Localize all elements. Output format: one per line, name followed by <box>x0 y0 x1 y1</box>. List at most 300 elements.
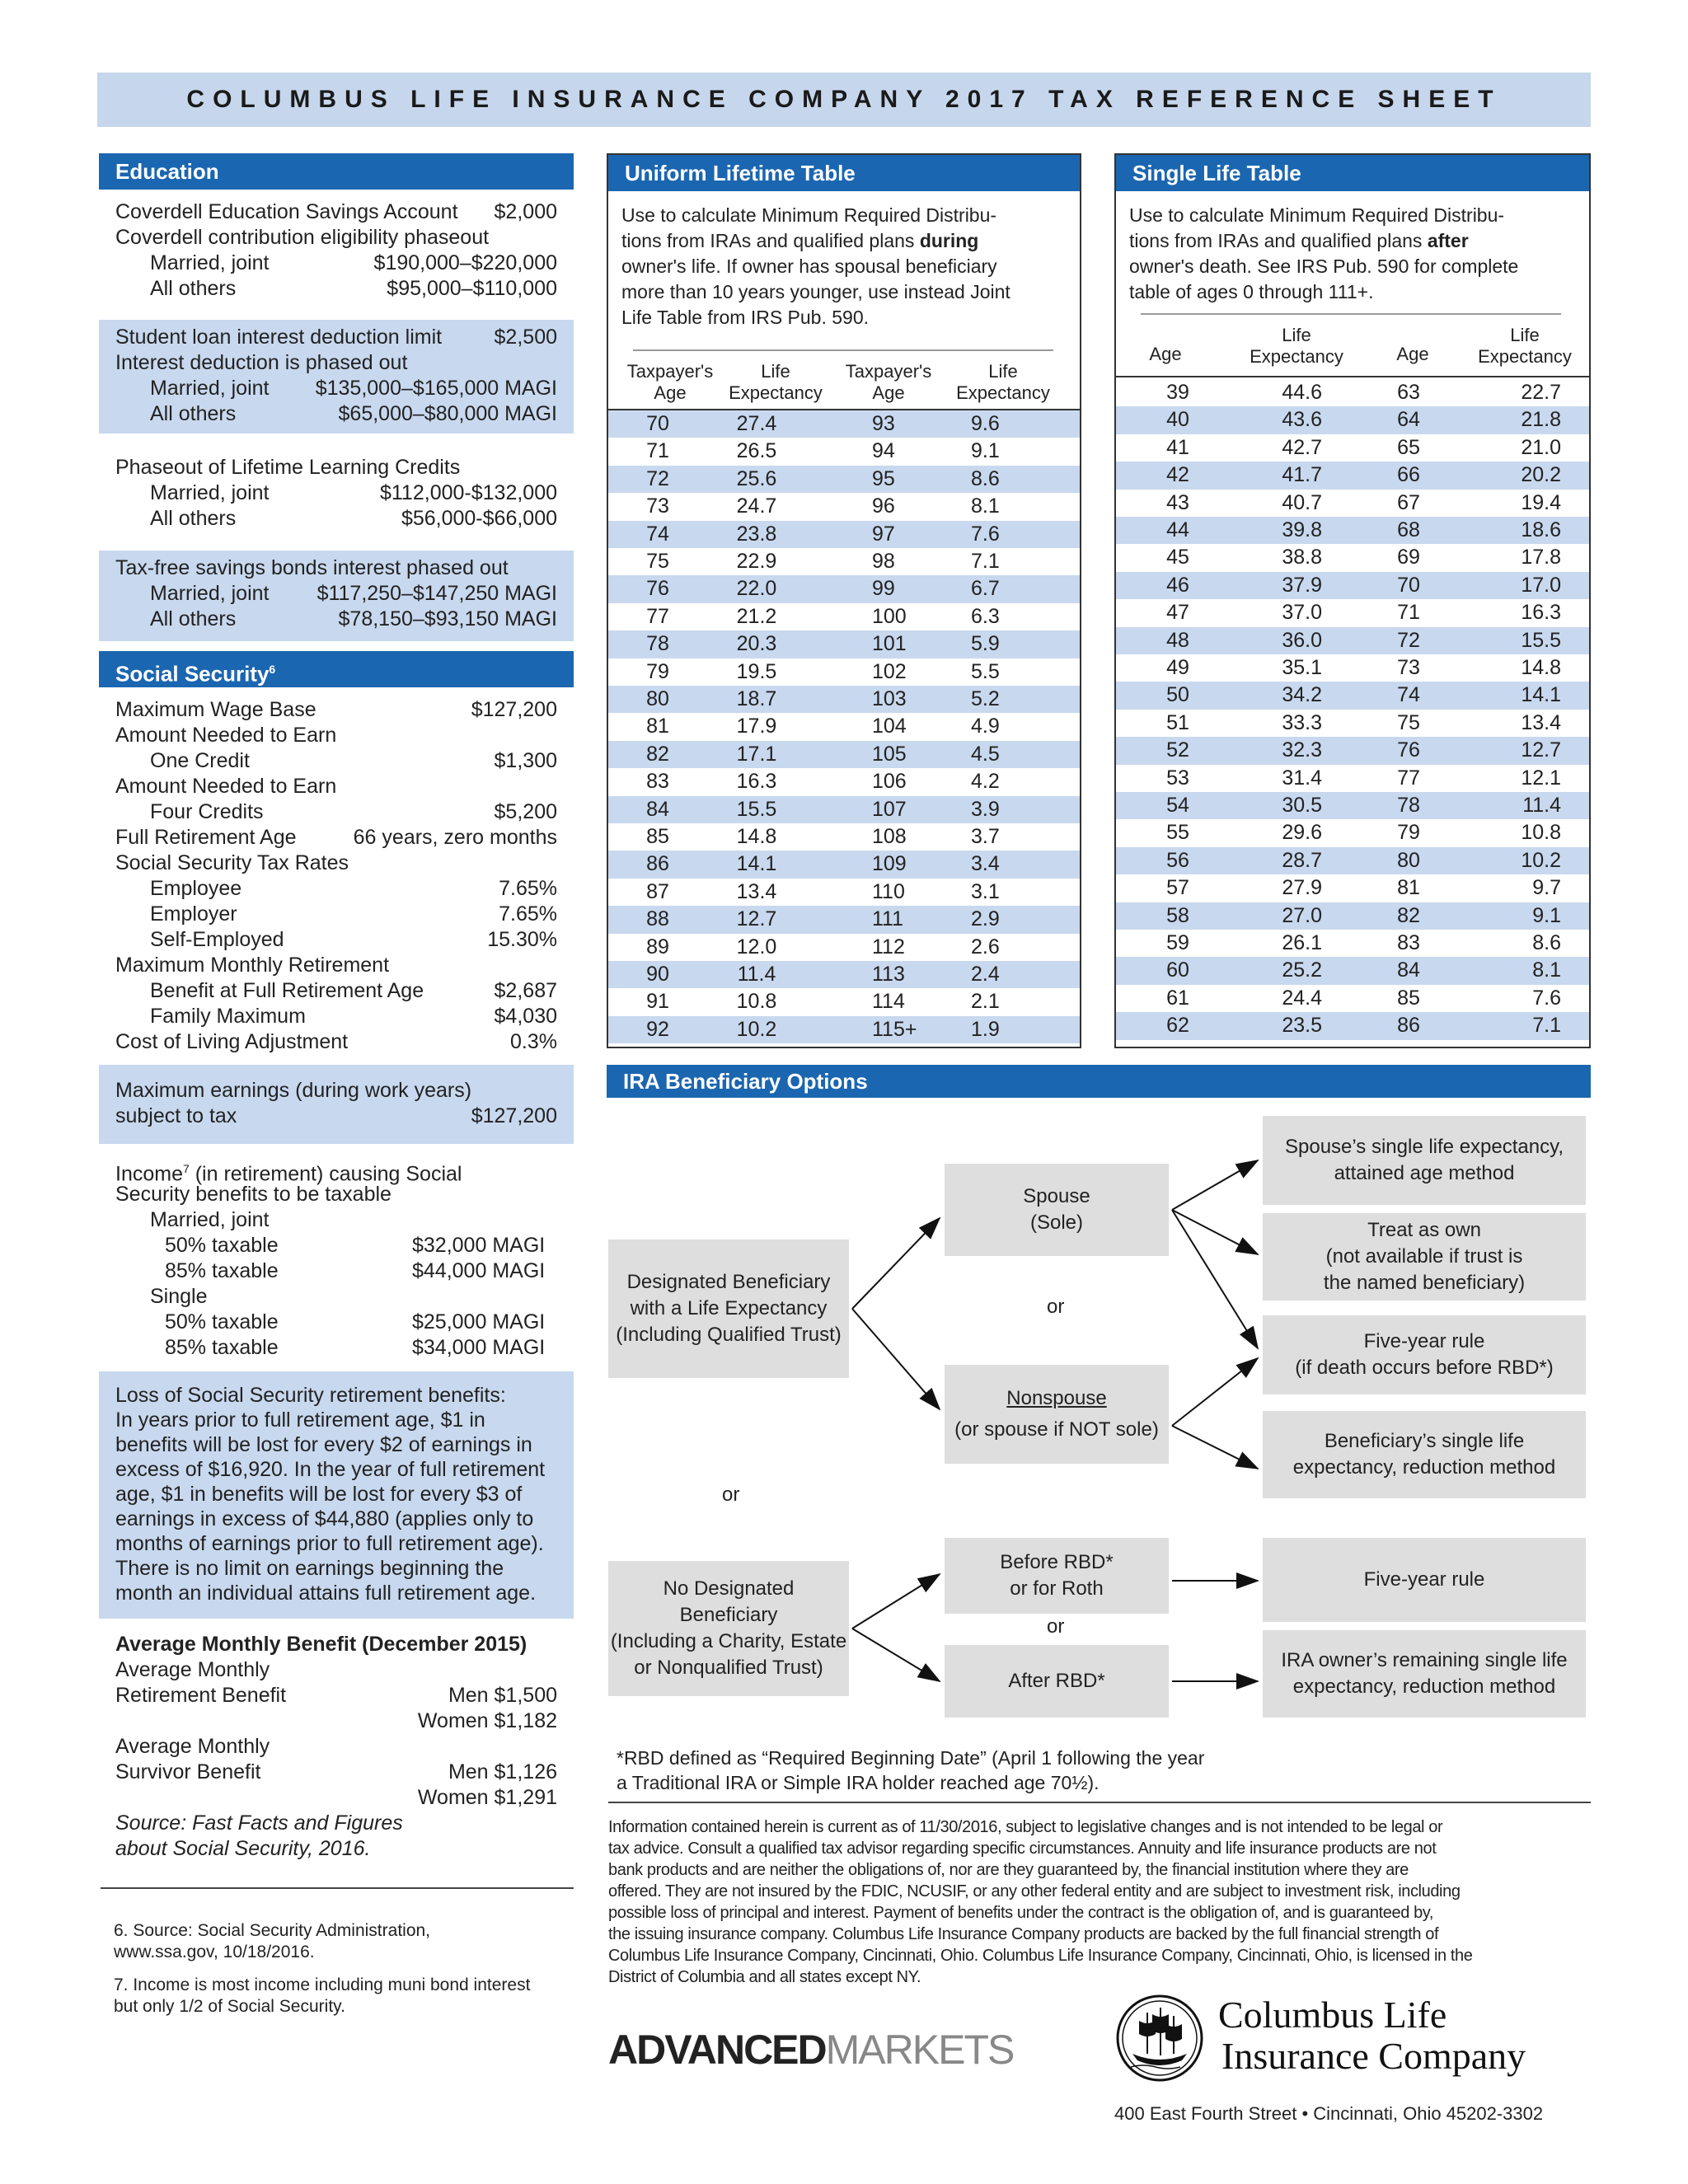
single-cell: 12.7 <box>1521 738 1561 762</box>
uniform-intro-emphasis: during <box>919 230 979 251</box>
uniform-intro-line: Life Table from IRS Pub. 590. <box>621 307 870 328</box>
uniform-cell: 7.1 <box>971 550 1000 573</box>
single-intro-emphasis: after <box>1427 230 1469 251</box>
single-cell: 41 <box>1166 435 1189 459</box>
uniform-cell: 8.6 <box>971 466 1000 490</box>
savings-bonds-title: Tax-free savings bonds interest phased out <box>115 556 509 579</box>
avg-survivor-line1: Average Monthly <box>115 1735 270 1758</box>
single-cell: 69 <box>1397 546 1420 569</box>
single-cell: 26.1 <box>1282 931 1322 954</box>
single-cell: 7.1 <box>1532 1014 1561 1038</box>
company-name-line2: Insurance Company <box>1221 2035 1526 2077</box>
uniform-cell: 92 <box>646 1017 669 1041</box>
single-cell: 30.5 <box>1282 794 1322 817</box>
ss-row-label: Full Retirement Age <box>115 826 297 849</box>
uniform-cell: 108 <box>872 825 907 848</box>
lifetime-learning-others-label: All others <box>150 507 237 530</box>
uniform-intro-line: more than 10 years younger, use instead Joint <box>621 281 1010 302</box>
single-cell: 17.8 <box>1521 546 1561 569</box>
opt2-line2: (not available if trust is <box>1325 1245 1523 1268</box>
savings-bonds-married-label: Married, joint <box>150 582 270 605</box>
coverdell-limit-label: Coverdell Education Savings Account <box>115 200 458 223</box>
uniform-cell: 9.1 <box>971 439 1000 463</box>
uniform-cell: 115+ <box>872 1017 917 1041</box>
uniform-cell: 100 <box>872 604 907 628</box>
single-cell: 81 <box>1397 876 1420 900</box>
single-cell: 50 <box>1166 683 1189 707</box>
uniform-cell: 112 <box>872 935 905 958</box>
coverdell-limit-value: $2,000 <box>494 200 557 223</box>
uniform-cell: 19.5 <box>736 659 777 683</box>
single-cell: 80 <box>1397 848 1420 872</box>
uniform-cell: 20.3 <box>736 632 777 656</box>
student-loan-phaseout: Interest deduction is phased out <box>115 351 408 374</box>
opt2-line1: Treat as own <box>1367 1219 1481 1241</box>
single-cell: 9.7 <box>1532 876 1561 900</box>
single-cell: 43 <box>1166 490 1189 514</box>
uniform-cell: 70 <box>646 412 669 435</box>
avg-survivor-label: Survivor Benefit <box>115 1760 261 1783</box>
uniform-cell: 17.9 <box>736 715 777 738</box>
avg-survivor-women: Women $1,291 <box>417 1786 557 1809</box>
uniform-cell: 87 <box>646 879 669 903</box>
ss-row-label: Amount Needed to Earn <box>115 775 337 798</box>
single-cell: 32.3 <box>1282 738 1322 762</box>
company-address: 400 East Fourth Street • Cincinnati, Ohio 45202-3302 <box>1114 2103 1544 2124</box>
uniform-cell: 97 <box>872 522 895 546</box>
avg-survivor-men: Men $1,126 <box>448 1760 557 1783</box>
ss-row-value: 7.65% <box>499 877 557 900</box>
student-loan-limit-value: $2,500 <box>494 326 557 349</box>
ss-row-label: Employer <box>150 902 237 926</box>
uniform-cell: 6.3 <box>971 604 1000 628</box>
page-title: COLUMBUS LIFE INSURANCE COMPANY 2017 TAX REFERENCE SHEET <box>97 73 1591 127</box>
uniform-cell: 78 <box>646 632 669 656</box>
coverdell-others-label: All others <box>150 277 237 300</box>
savings-bonds-others-value: $78,150–$93,150 MAGI <box>338 607 557 630</box>
single-cell: 48 <box>1166 628 1189 652</box>
ss-row-label: One Credit <box>150 749 250 772</box>
uniform-cell: 90 <box>646 963 669 986</box>
uniform-cell: 104 <box>872 715 907 738</box>
designated-line1: Designated Beneficiary <box>626 1271 831 1293</box>
income-single: Single <box>150 1285 208 1308</box>
spouse-line1: Spouse <box>1023 1185 1090 1207</box>
nodesig-line3: (Including a Charity, Estate <box>610 1630 847 1652</box>
ss-row-label: Amount Needed to Earn <box>115 724 337 747</box>
single-cell: 67 <box>1397 490 1420 514</box>
single-col1-header: Age <box>1149 344 1182 364</box>
uniform-cell: 2.6 <box>971 935 1000 958</box>
company-name-line1: Columbus Life <box>1218 1994 1447 2036</box>
disclaimer-divider <box>608 1802 1591 1803</box>
uniform-cell: 2.4 <box>971 963 1000 986</box>
single-cell: 39.8 <box>1282 518 1322 541</box>
single-cell: 9.1 <box>1532 903 1561 927</box>
uniform-cell: 15.5 <box>736 797 777 821</box>
single-cell: 84 <box>1397 958 1420 982</box>
uniform-col1-line2: Age <box>654 382 687 403</box>
uniform-cell: 11.4 <box>737 963 776 986</box>
disclaimer-line: offered. They are not insured by the FDIC, NCUSIF, or any other federal entity and are subject to investment risk, including <box>608 1882 1461 1900</box>
income-single-85-label: 85% taxable <box>165 1336 279 1359</box>
uniform-cell: 98 <box>872 550 895 573</box>
uniform-cell: 3.1 <box>971 879 1000 903</box>
single-col4-line1: Life <box>1510 325 1540 345</box>
single-cell: 37.0 <box>1282 601 1322 625</box>
uniform-cell: 4.2 <box>971 770 1000 794</box>
before-line1: Before RBD* <box>1000 1551 1114 1573</box>
uniform-cell: 73 <box>646 494 669 518</box>
student-loan-others-value: $65,000–$80,000 MAGI <box>338 402 557 425</box>
savings-bonds-others-label: All others <box>150 607 237 630</box>
footnote-6-line2: www.ssa.gov, 10/18/2016. <box>114 1943 315 1961</box>
ss-row-label: Social Security Tax Rates <box>115 851 349 874</box>
uniform-cell: 5.5 <box>971 659 1000 683</box>
single-intro-line: owner's death. See IRS Pub. 590 for complete <box>1129 255 1519 277</box>
single-cell: 42 <box>1166 463 1189 487</box>
uniform-cell: 91 <box>646 990 669 1014</box>
uniform-cell: 22.0 <box>736 577 777 601</box>
single-cell: 37.9 <box>1282 573 1322 597</box>
uniform-cell: 83 <box>646 770 669 794</box>
opt2-line3: the named beneficiary) <box>1323 1272 1526 1294</box>
disclaimer-line: District of Columbia and all states except NY. <box>608 1968 921 1986</box>
single-col4-line2: Expectancy <box>1478 346 1572 367</box>
disclaimer-line: bank products and are neither the obligations of, nor are they guaranteed by, the financial institution where they are <box>608 1861 1409 1879</box>
before-line2: or for Roth <box>1010 1577 1104 1600</box>
ss-row-value: 66 years, zero months <box>353 826 557 849</box>
single-cell: 85 <box>1397 986 1420 1010</box>
uniform-cell: 106 <box>872 770 907 794</box>
avg-retirement-women: Women $1,182 <box>417 1709 557 1732</box>
disclaimer-line: tax advice. Consult a qualified tax advisor regarding specific circumstances. Annuity and life insurance products are not <box>608 1840 1437 1858</box>
single-intro-line: table of ages 0 through 111+. <box>1129 281 1374 302</box>
avg-retirement-label: Retirement Benefit <box>115 1684 287 1707</box>
uniform-cell: 7.6 <box>971 522 1000 546</box>
ira-options-header: IRA Beneficiary Options <box>607 1065 1591 1098</box>
single-cell: 14.8 <box>1521 656 1561 679</box>
uniform-cell: 6.7 <box>971 577 1000 601</box>
uniform-cell: 27.4 <box>736 412 777 435</box>
single-cell: 44 <box>1166 518 1189 541</box>
income-single-85-value: $34,000 MAGI <box>412 1336 546 1359</box>
designated-line2: with a Life Expectancy <box>630 1297 828 1319</box>
uniform-cell: 2.1 <box>971 990 1000 1014</box>
arrow-designated-nonspouse <box>852 1309 940 1409</box>
single-cell: 82 <box>1397 903 1420 927</box>
loss-line: Loss of Social Security retirement benefits: <box>115 1384 506 1407</box>
arrow-nonspouse-opt3 <box>1172 1358 1258 1426</box>
single-cell: 40.7 <box>1282 490 1322 514</box>
uniform-cell: 107 <box>872 797 907 821</box>
average-benefit-header: Average Monthly Benefit (December 2015) <box>115 1633 528 1656</box>
uniform-cell: 114 <box>872 990 905 1014</box>
single-cell: 83 <box>1397 931 1420 954</box>
uniform-cell: 14.8 <box>736 825 777 848</box>
income-married-50-value: $32,000 MAGI <box>412 1234 546 1257</box>
lifetime-learning-others-value: $56,000-$66,000 <box>401 507 557 530</box>
or-label-3: or <box>1047 1615 1065 1638</box>
loss-line: month an individual attains full retirement age. <box>115 1582 537 1605</box>
loss-line: earnings in excess of $44,880 (applies only to <box>115 1507 534 1530</box>
source-line1: Source: Fast Facts and Figures <box>115 1811 403 1835</box>
uniform-col2-line2: Expectancy <box>729 382 823 403</box>
uniform-cell: 82 <box>646 742 669 766</box>
income-line2: Security benefits to be taxable <box>115 1183 392 1206</box>
uniform-cell: 3.7 <box>971 825 1000 848</box>
single-cell: 27.0 <box>1282 903 1322 927</box>
uniform-cell: 5.2 <box>971 687 1000 710</box>
income-line1-rest: (in retirement) causing Social <box>189 1162 462 1186</box>
student-loan-limit-label: Student loan interest deduction limit <box>115 326 443 349</box>
disclaimer <box>608 1816 1591 1988</box>
single-cell: 71 <box>1397 601 1420 625</box>
single-cell: 56 <box>1166 848 1189 872</box>
single-cell: 77 <box>1397 766 1420 790</box>
uniform-cell: 8.1 <box>971 494 1000 518</box>
uniform-intro-line2-text: tions from IRAs and qualified plans <box>621 230 920 251</box>
coverdell-married-value: $190,000–$220,000 <box>373 251 557 274</box>
single-cell: 31.4 <box>1282 766 1322 790</box>
ss-row-value: 7.65% <box>499 902 557 926</box>
single-cell: 46 <box>1166 573 1189 597</box>
single-cell: 70 <box>1397 573 1420 597</box>
single-cell: 24.4 <box>1282 986 1322 1010</box>
arrow-nonspouse-opt4 <box>1172 1426 1258 1469</box>
single-cell: 25.2 <box>1282 958 1322 982</box>
nodesig-line2: Beneficiary <box>679 1604 778 1626</box>
loss-line: In years prior to full retirement age, $1 in <box>115 1408 485 1432</box>
single-cell: 62 <box>1166 1014 1189 1038</box>
uniform-cell: 89 <box>646 935 669 958</box>
uniform-cell: 71 <box>646 439 669 463</box>
single-cell: 49 <box>1166 656 1189 679</box>
single-cell: 43.6 <box>1282 408 1322 432</box>
ss-row-label: Employee <box>150 877 242 900</box>
single-cell: 28.7 <box>1282 848 1322 872</box>
uniform-cell: 25.6 <box>736 466 777 490</box>
ss-row-label: Maximum Monthly Retirement <box>115 954 390 977</box>
uniform-cell: 3.4 <box>971 852 1000 876</box>
uniform-cell: 105 <box>872 742 907 766</box>
uniform-cell: 77 <box>646 604 669 628</box>
uniform-cell: 80 <box>646 687 669 710</box>
uniform-cell: 109 <box>872 852 907 876</box>
footnote-6-line1: 6. Source: Social Security Administration, <box>114 1921 431 1940</box>
ship-emblem-icon <box>1114 1993 1205 2083</box>
footnote-7-line1: 7. Income is most income including muni bond interest <box>114 1975 531 1994</box>
single-cell: 47 <box>1166 601 1189 625</box>
ss-row-value: 15.30% <box>487 928 557 951</box>
uniform-cell: 3.9 <box>971 797 1000 821</box>
single-cell: 53 <box>1166 766 1189 790</box>
or-label-1: or <box>1047 1296 1065 1318</box>
ss-row-label: Family Maximum <box>150 1005 306 1028</box>
designated-line3: (Including Qualified Trust) <box>616 1324 842 1346</box>
uniform-cell: 4.9 <box>971 715 1000 738</box>
ss-row-value: $2,687 <box>494 979 557 1002</box>
advanced-markets-logo <box>608 2026 1013 2074</box>
five-year-text: Five-year rule <box>1363 1568 1485 1591</box>
nonspouse-line2: (or spouse if NOT sole) <box>954 1418 1159 1441</box>
single-cell: 7.6 <box>1532 986 1561 1010</box>
single-cell: 8.6 <box>1532 931 1561 954</box>
nodesig-line1: No Designated <box>663 1577 795 1600</box>
ss-row-value: $1,300 <box>494 749 557 772</box>
income-married-50-label: 50% taxable <box>165 1234 279 1257</box>
single-cell: 68 <box>1397 518 1420 541</box>
single-cell: 63 <box>1397 381 1420 404</box>
uniform-cell: 14.1 <box>736 852 777 876</box>
single-cell: 11.4 <box>1522 794 1561 817</box>
single-cell: 64 <box>1397 408 1420 432</box>
uniform-col4-line1: Life <box>988 361 1018 382</box>
student-loan-married-value: $135,000–$165,000 MAGI <box>315 377 557 400</box>
single-col2-line1: Life <box>1282 325 1311 345</box>
uniform-cell: 103 <box>872 687 907 710</box>
uniform-cell: 16.3 <box>736 770 777 794</box>
uniform-cell: 72 <box>646 466 669 490</box>
uniform-cell: 1.9 <box>971 1017 1000 1041</box>
single-cell: 75 <box>1397 710 1420 734</box>
uniform-cell: 10.8 <box>736 990 777 1014</box>
single-cell: 8.1 <box>1532 958 1561 982</box>
uniform-cell: 93 <box>872 412 895 435</box>
single-cell: 55 <box>1166 821 1189 845</box>
single-cell: 14.1 <box>1521 683 1561 707</box>
single-cell: 21.0 <box>1521 435 1561 459</box>
ss-row-label: Maximum Wage Base <box>115 698 316 721</box>
income-married-85-value: $44,000 MAGI <box>412 1259 546 1282</box>
single-cell: 21.8 <box>1521 408 1561 432</box>
opt3-line2: (if death occurs before RBD*) <box>1295 1357 1554 1379</box>
max-earnings-label: subject to tax <box>115 1104 237 1127</box>
uniform-cell: 74 <box>646 522 669 546</box>
uniform-cell: 79 <box>646 659 669 683</box>
disclaimer-line: the issuing insurance company. Columbus Life Insurance Company products are backed by the full financial strength of <box>608 1925 1439 1943</box>
single-cell: 76 <box>1397 738 1420 762</box>
single-cell: 65 <box>1397 435 1420 459</box>
opt3-line1: Five-year rule <box>1363 1330 1485 1352</box>
uniform-cell: 12.0 <box>736 935 777 958</box>
single-cell: 58 <box>1166 903 1189 927</box>
uniform-cell: 110 <box>872 879 905 903</box>
arrow-nodesig-before <box>852 1574 940 1629</box>
uniform-cell: 21.2 <box>736 604 777 628</box>
single-cell: 40 <box>1166 408 1189 432</box>
income-married-85-label: 85% taxable <box>165 1259 279 1282</box>
uniform-cell: 99 <box>872 577 895 601</box>
single-cell: 60 <box>1166 958 1189 982</box>
single-cell: 19.4 <box>1521 490 1561 514</box>
ss-row-value: $5,200 <box>494 800 557 823</box>
nonspouse-line1: Nonspouse <box>1006 1387 1107 1409</box>
uniform-cell: 101 <box>872 632 907 656</box>
student-loan-married-label: Married, joint <box>150 377 270 400</box>
single-cell: 61 <box>1166 986 1189 1010</box>
single-col3-header: Age <box>1396 344 1429 364</box>
lifetime-learning-married-label: Married, joint <box>150 481 270 504</box>
lifetime-learning-title: Phaseout of Lifetime Learning Credits <box>115 456 461 479</box>
single-cell: 54 <box>1166 794 1189 817</box>
single-cell: 79 <box>1397 821 1420 845</box>
uniform-cell: 113 <box>872 963 905 986</box>
single-cell: 72 <box>1397 628 1420 652</box>
avg-retirement-men: Men $1,500 <box>448 1684 557 1707</box>
single-cell: 39 <box>1166 381 1189 404</box>
uniform-intro-line: owner's life. If owner has spousal beneficiary <box>621 255 997 277</box>
single-cell: 12.1 <box>1521 766 1561 790</box>
opt1-line2: attained age method <box>1334 1162 1515 1184</box>
nodesig-line4: or Nonqualified Trust) <box>634 1657 823 1679</box>
single-intro-line2-text: tions from IRAs and qualified plans <box>1129 230 1428 251</box>
single-cell: 41.7 <box>1282 463 1322 487</box>
single-cell: 35.1 <box>1282 656 1322 679</box>
rbd-line1: *RBD defined as “Required Beginning Date” (April 1 following the year <box>617 1747 1205 1769</box>
single-cell: 38.8 <box>1282 546 1322 569</box>
ss-row-label: Cost of Living Adjustment <box>115 1030 349 1053</box>
single-col2-line2: Expectancy <box>1250 346 1343 367</box>
single-cell: 52 <box>1166 738 1189 762</box>
footnote-7-line2: but only 1/2 of Social Security. <box>114 1997 345 2016</box>
single-cell: 66 <box>1397 463 1420 487</box>
uniform-col3-line1: Taxpayer's <box>845 361 932 382</box>
coverdell-married-label: Married, joint <box>150 251 270 274</box>
single-cell: 33.3 <box>1282 710 1322 734</box>
uniform-cell: 18.7 <box>736 687 777 710</box>
single-cell: 44.6 <box>1282 381 1322 404</box>
single-table-header: Single Life Table <box>1116 155 1589 191</box>
uniform-cell: 5.9 <box>971 632 1000 656</box>
uniform-cell: 12.7 <box>736 907 777 931</box>
uniform-col4-line2: Expectancy <box>956 382 1050 403</box>
disclaimer-line: possible loss of principal and interest. Payment of benefits under the contract is the obligation of, and is guaranteed by, <box>608 1904 1434 1922</box>
disclaimer-line: Columbus Life Insurance Company, Cincinnati, Ohio. Columbus Life Insurance Company, Cincinnati, Ohio, is licensed in the <box>608 1947 1473 1965</box>
uniform-cell: 84 <box>646 797 669 821</box>
uniform-cell: 13.4 <box>736 879 777 903</box>
ss-row-value: $4,030 <box>494 1005 557 1028</box>
ss-row-label: Four Credits <box>150 800 264 823</box>
max-earnings-line1: Maximum earnings (during work years) <box>115 1079 472 1102</box>
uniform-cell: 22.9 <box>736 550 777 573</box>
single-cell: 13.4 <box>1521 710 1561 734</box>
uniform-cell: 111 <box>872 907 904 931</box>
income-word: Income <box>115 1162 183 1186</box>
arrow-designated-spouse <box>852 1218 940 1309</box>
arrow-spouse-opt3 <box>1172 1210 1258 1348</box>
uniform-cell: 85 <box>646 825 669 848</box>
single-cell: 20.2 <box>1521 463 1561 487</box>
avg-retirement-line1: Average Monthly <box>115 1658 270 1681</box>
single-cell: 73 <box>1397 656 1420 679</box>
loss-line: age, $1 in benefits will be lost for every $3 of <box>115 1483 523 1506</box>
uniform-cell: 75 <box>646 550 669 573</box>
arrow-nodesig-after <box>852 1629 940 1681</box>
single-cell: 42.7 <box>1282 435 1322 459</box>
disclaimer-line: Information contained herein is current as of 11/30/2016, subject to legislative changes and is not intended to be legal or <box>608 1818 1443 1836</box>
single-cell: 10.2 <box>1521 848 1561 872</box>
opt1-line1: Spouse’s single life expectancy, <box>1285 1136 1564 1158</box>
source-line2: about Social Security, 2016. <box>115 1837 371 1860</box>
single-intro-line1: Use to calculate Minimum Required Distribu- <box>1129 204 1505 226</box>
single-cell: 34.2 <box>1282 683 1322 707</box>
rbd-line2: a Traditional IRA or Simple IRA holder reached age 70½). <box>617 1772 1100 1793</box>
or-label-2: or <box>722 1483 740 1506</box>
ss-row-label: Benefit at Full Retirement Age <box>150 979 424 1002</box>
uniform-cell: 86 <box>646 852 669 876</box>
social-security-header-footnote: 6 <box>269 663 276 676</box>
